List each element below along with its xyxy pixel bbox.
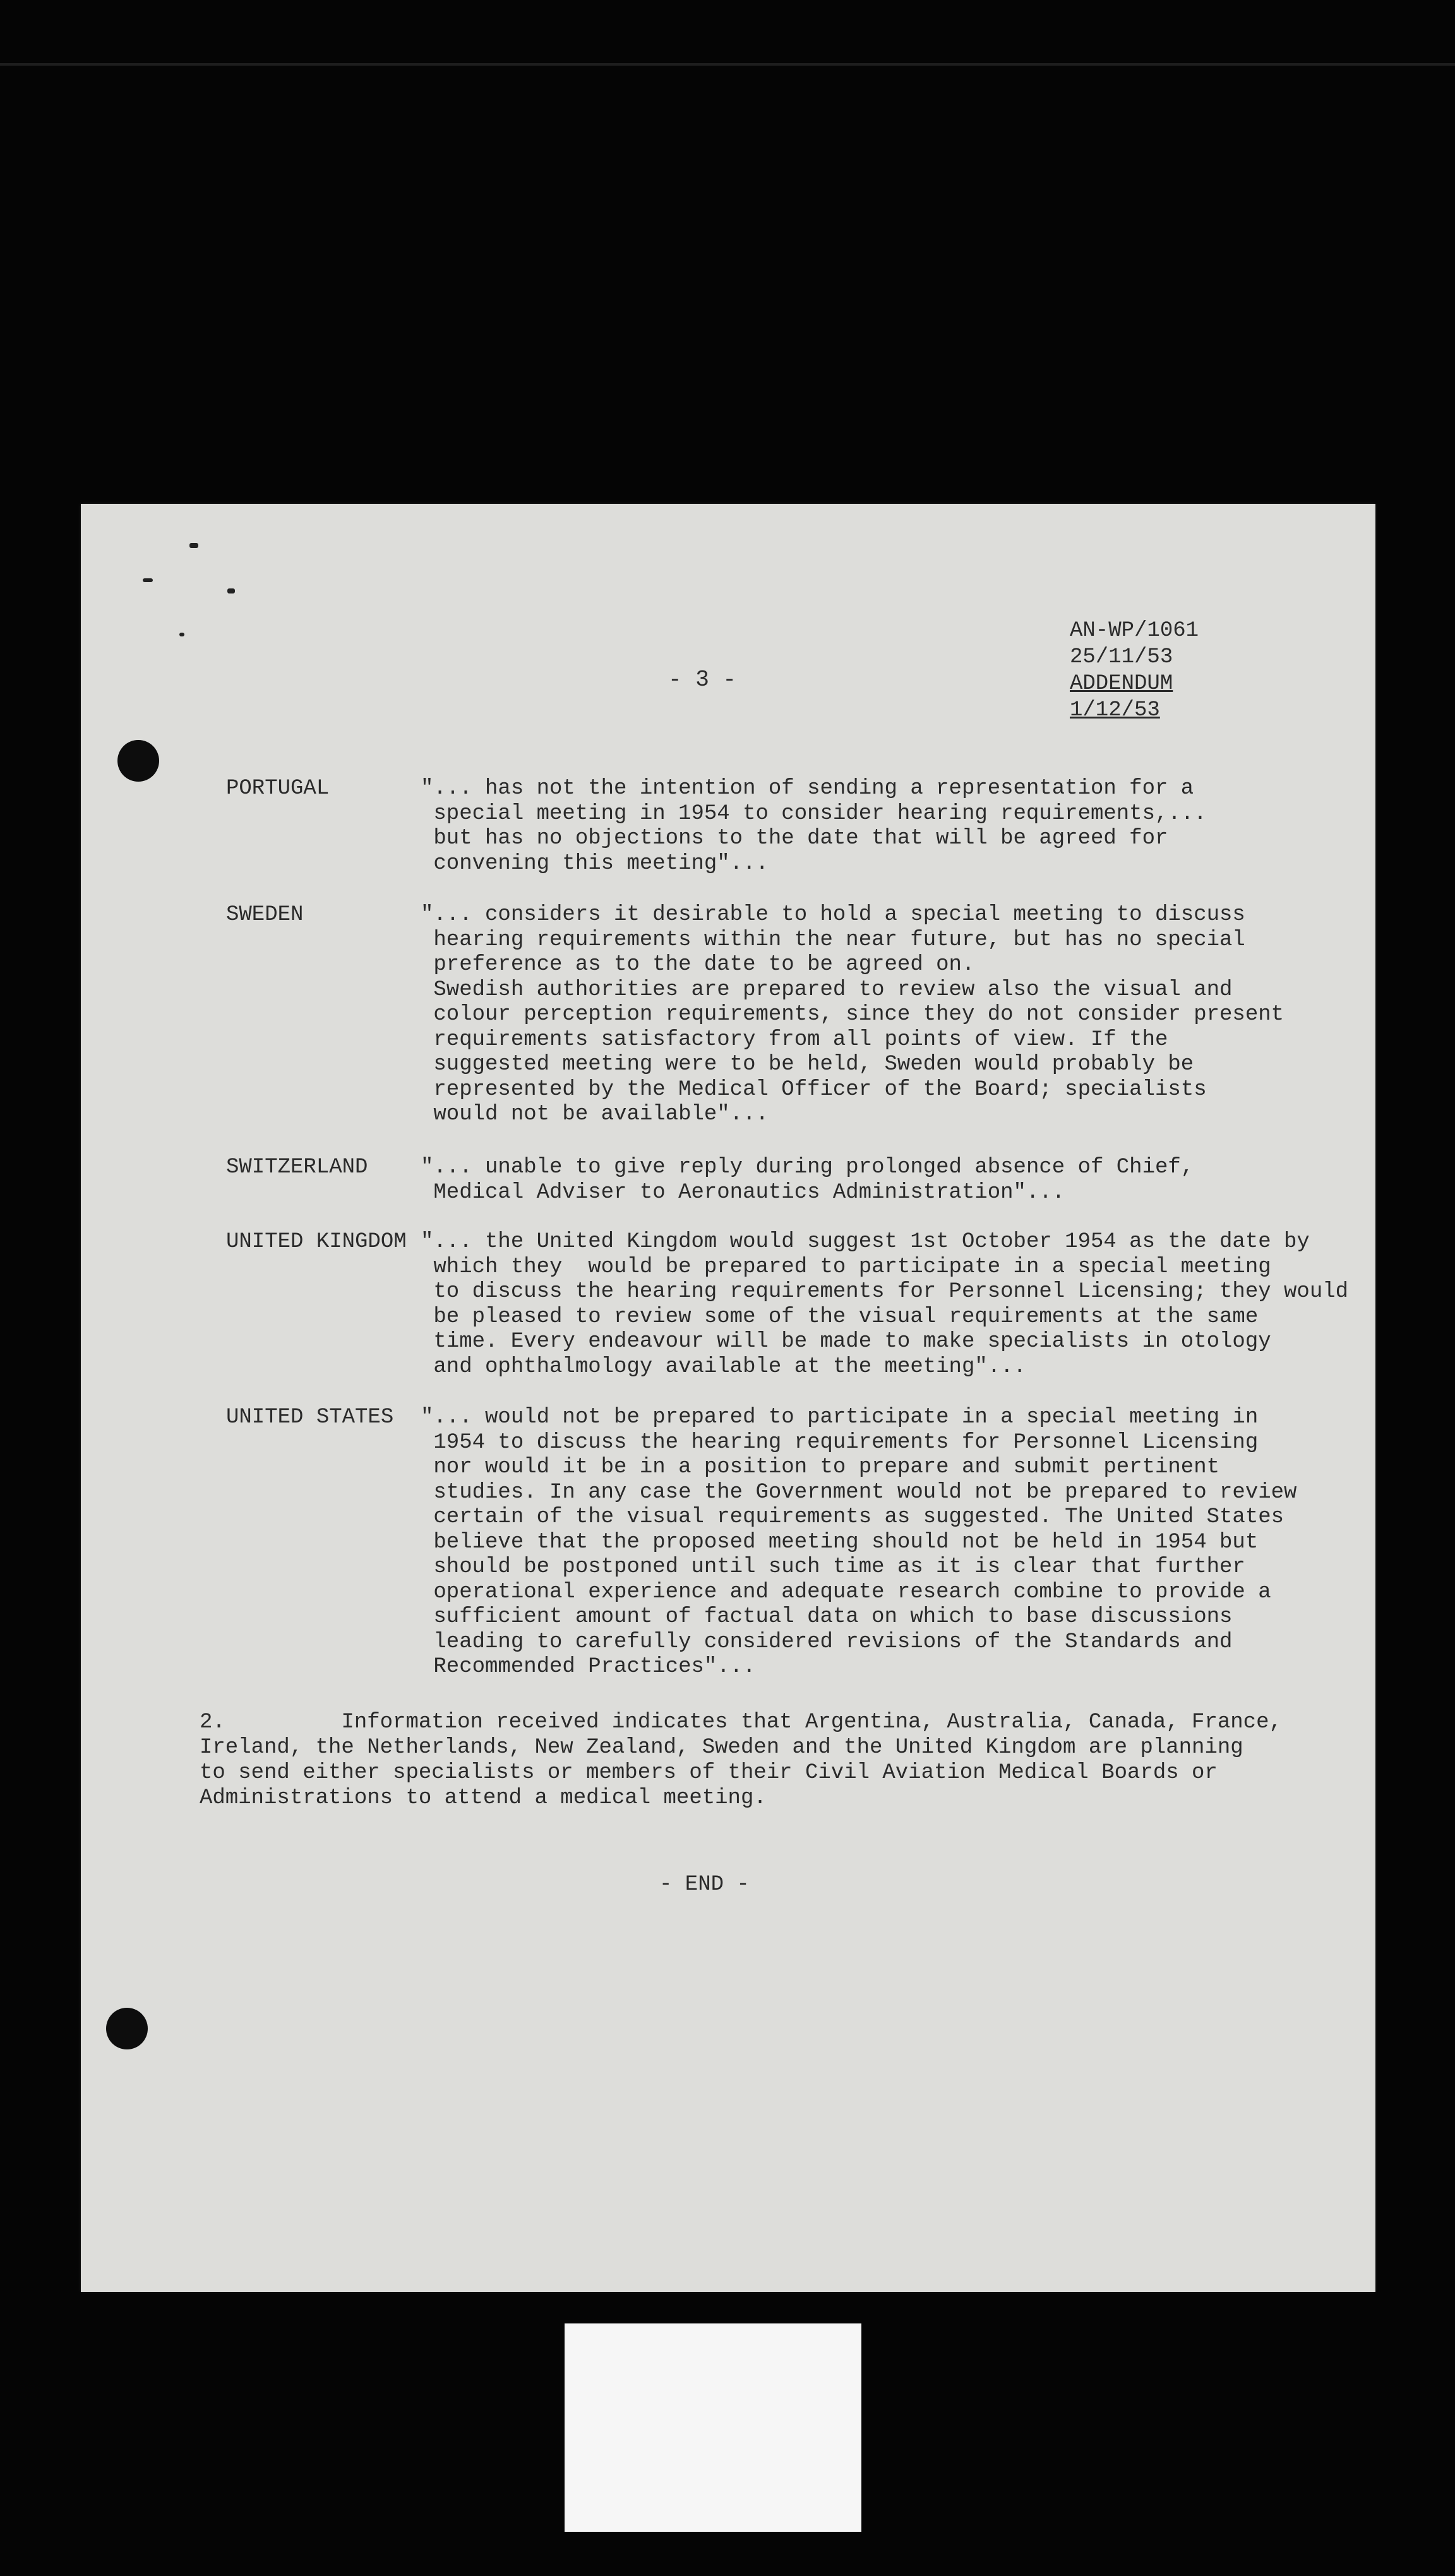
country-statement: "... considers it desirable to hold a special meeting to discuss hearing requirements within the near future, but has no special preference as to the date to be agreed on. Swedish authorities are prepared to review also the visual and colour perception requirements, since they do not consider present requirements satisfactory from all points of view. If the suggested meeting were to be held, Sweden would probably be represented by the Medical Officer of the Board; specialists would not be available"... — [421, 903, 1284, 1126]
country-statement: "... the United Kingdom would suggest 1st October 1954 as the date by which they would be prepared to participate in a special meeting to discuss the hearing requirements for Personnel Licensing; they would be pleased to review some of the visual requirements at the same time. Every endeavour will be made to make specialists in otology and ophthalmology available at the meeting"... — [421, 1230, 1349, 1379]
punch-hole-top — [117, 740, 159, 782]
ref-number: AN-WP/1061 — [1070, 619, 1199, 643]
country-statement: "... has not the intention of sending a representation for a special meeting in 1954 to consider hearing requirements,... but has no objections to the date that will be agreed for convening this meeting"... — [421, 777, 1207, 876]
punch-hole-bottom — [106, 2008, 148, 2049]
page-number: - 3 - — [668, 667, 737, 693]
addendum-date: 1/12/53 — [1070, 698, 1160, 722]
document-reference — [1070, 617, 1199, 724]
paragraph-2: 2. Information received indicates that Argentina, Australia, Canada, France, Ireland, the Netherlands, New Zealand, Sweden and the United Kingdom are planning to send either specialists or members of their Civil Aviation Medical Boards or Administrations to attend a medical meeting. — [200, 1710, 1282, 1810]
country-label: SWITZERLAND — [226, 1155, 368, 1179]
addendum-label: ADDENDUM — [1070, 672, 1173, 696]
end-marker: - END - — [659, 1873, 750, 1897]
speck-mark — [179, 633, 184, 636]
country-label: SWEDEN — [226, 903, 304, 927]
speck-mark — [189, 543, 198, 548]
film-edge-line — [0, 63, 1455, 66]
country-label: UNITED STATES — [226, 1405, 394, 1429]
ref-date: 25/11/53 — [1070, 645, 1173, 669]
country-statement: "... would not be prepared to participate in a special meeting in 1954 to discuss the hearing requirements for Personnel Licensing nor would it be in a position to prepare and submit pertinent studies. In any case the Government would not be prepared to review certain of the visual requirements as suggested. The United States believe that the proposed meeting should not be held in 1954 but should be postponed until such time as it is clear that further operational experience and adequate research combine to provide a sufficient amount of factual data on which to base discussions leading to carefully considered revisions of the Standards and Recommended Practices"... — [421, 1405, 1297, 1679]
document-page — [81, 504, 1375, 2292]
country-label: PORTUGAL — [226, 777, 330, 801]
country-label: UNITED KINGDOM — [226, 1230, 407, 1254]
film-label-box — [565, 2323, 861, 2532]
speck-mark — [143, 578, 153, 582]
speck-mark — [227, 588, 235, 593]
country-statement: "... unable to give reply during prolonged absence of Chief, Medical Adviser to Aeronautics Administration"... — [421, 1155, 1194, 1205]
